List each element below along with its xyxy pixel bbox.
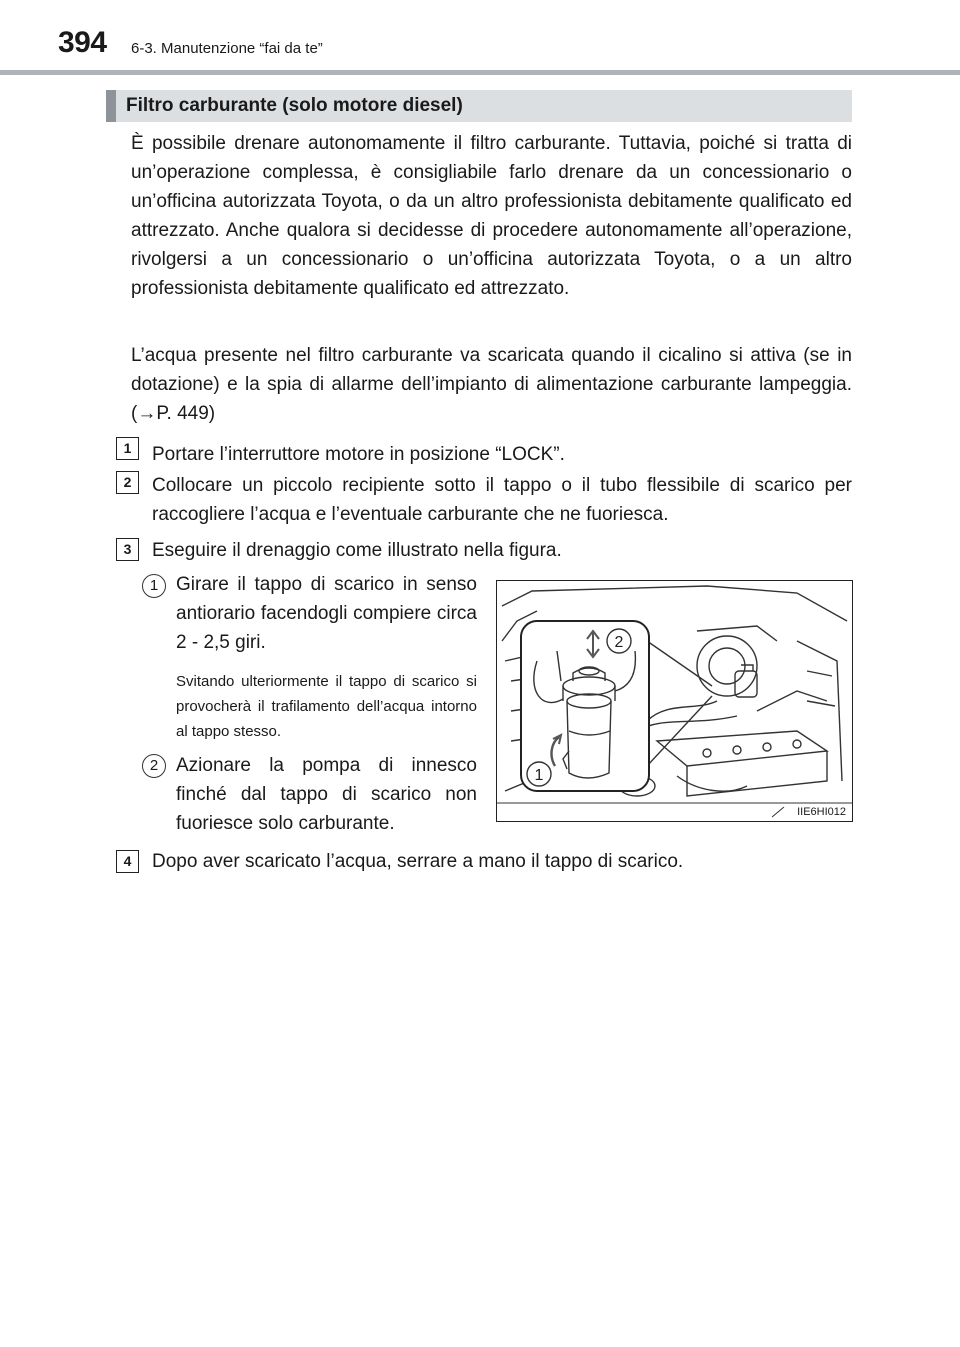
intro-paragraph-2: L’acqua presente nel filtro carburante va scaricata quando il cicalino si attiva (se in dotazione) e la spia di allarme dell’impianto di alimentazione carburante lampeggia. (→P. 449) (131, 345, 852, 424)
callout-1: 1 (534, 767, 544, 784)
substep-2-number: 2 (142, 754, 166, 778)
step-4-badge: 4 (116, 850, 139, 873)
substep-1-note: Svitando ulteriormente il tappo di scarico si provocherà il trafilamento dell’acqua intorno al tappo stesso. (176, 673, 477, 740)
step-3-badge: 3 (116, 538, 139, 561)
section-title: Filtro carburante (solo motore diesel) (106, 90, 852, 122)
step-1-badge: 1 (116, 437, 139, 460)
substep-1-text: Girare il tappo di scarico in senso antiorario facendogli compiere circa 2 - 2,5 giri. (176, 574, 477, 653)
step-3-text: Eseguire il drenaggio come illustrato nella figura. (152, 540, 562, 561)
substep-2-text: Azionare la pompa di innesco finché dal tappo di scarico non fuoriesce solo carburante. (176, 755, 477, 834)
page-number: 394 (58, 26, 107, 59)
fuel-filter-illustration (496, 580, 853, 822)
substep-1-number: 1 (142, 574, 166, 598)
step-2-badge: 2 (116, 471, 139, 494)
step-2-text: Collocare un piccolo recipiente sotto il tappo o il tubo flessibile di scarico per raccogliere l’acqua e l’eventuale carburante che ne fuoriesca. (152, 475, 852, 525)
figure-code: IIE6HI012 (797, 806, 846, 818)
header-divider (0, 70, 960, 75)
chapter-title: 6-3. Manutenzione “fai da te” (131, 40, 323, 57)
intro-paragraph-1: È possibile drenare autonomamente il filtro carburante. Tuttavia, poiché si tratta di un’operazione complessa, è consigliabile farlo drenare da un concessionario o un’officina autorizzata Toyota, o da un altro professionista debitamente qualificato ed attrezzato. Anche qualora si decidesse di procedere autonomamente all’operazione, rivolgersi a un concessionario o un’officina autorizzata Toyota, o a un altro professionista debitamente qualificato ed attrezzato. (131, 133, 852, 299)
callout-2: 2 (614, 634, 624, 651)
step-1-text: Portare l’interruttore motore in posizione “LOCK”. (152, 444, 565, 465)
step-4-text: Dopo aver scaricato l’acqua, serrare a mano il tappo di scarico. (152, 851, 684, 872)
engine-bay-drawing (497, 581, 853, 822)
